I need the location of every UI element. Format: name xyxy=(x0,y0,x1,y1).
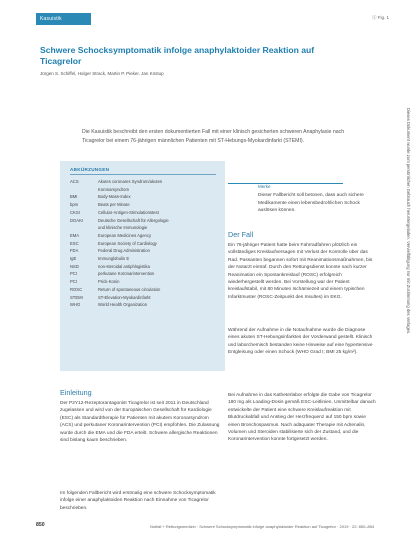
abbreviation-key: FDA xyxy=(70,248,79,254)
article-authors: Jürgen S. Schiffel, Holger Strack, Martin P. Pieker, Jan Köstup xyxy=(40,71,164,76)
abbreviation-key: ROSC xyxy=(70,286,83,292)
journal-footer: Notfall + Rettungsmedizin · Schwere Schocksymptomatik infolge anaphylaktoider Reaktion auf Ticagrelor · 2019 · 22: 850–854 xyxy=(150,524,375,529)
abbreviation-key xyxy=(70,224,98,232)
abbreviation-value: Return of spontaneous circulation xyxy=(98,286,161,292)
abbreviations-heading: ABKÜRZUNGEN xyxy=(70,167,110,172)
merke-divider xyxy=(228,183,343,184)
abbreviation-key: DGAKI xyxy=(70,217,84,223)
merke-label: Merke xyxy=(258,184,271,189)
intro-heading: Einleitung xyxy=(60,388,92,397)
abbreviation-value: Immunglobulin E xyxy=(98,256,130,262)
abbreviation-row xyxy=(70,247,220,255)
abbreviation-row xyxy=(70,201,220,209)
abbreviation-value: Body-Mass-Index xyxy=(98,194,131,200)
abbreviation-value: Beats per Minute xyxy=(98,202,130,208)
abbreviation-row xyxy=(70,301,220,309)
abbreviation-key: STEMI xyxy=(70,294,83,300)
abbreviation-row xyxy=(70,240,220,248)
abbreviation-key: PCI xyxy=(70,271,77,277)
abbreviation-value: Prick-Konin xyxy=(98,279,120,285)
abbreviation-value: Akutes coronares Syndrom/akutes xyxy=(98,179,163,184)
abbreviation-row xyxy=(70,217,220,225)
merke-text: Dieser Fallbericht soll betonen, dass auch sichere Medikamente einen lebensbedrohlichen Schock auslösen können. xyxy=(258,193,364,213)
abbreviation-value: Federal Drug Administration xyxy=(98,248,150,254)
intro-paragraph: Der P2Y12-Rezeptorantagonist Ticagrelor ist seit 2011 in Deutschland zugelassen und wird von der Europäischen Gesellschaft für Kardiologie (ESC) als Standardtherapie für Patienten mit akutem Koronarsyndrom (ACS) und perkutaner Koronarintervention (PCI) empfohlen. Die Zulassung wurde durch die EMA und die FDA erteilt. Schwere allergische Reaktionen sind bislang kaum beschrieben. xyxy=(60,401,220,444)
case-paragraph: Während der Aufnahme in die Notaufnahme wurde die Diagnose eines akuten ST-Hebungsinfarktes der Vorderwand gestellt. Klinisch und laborchemisch bestanden keine Hinweise auf eine hypertensive Entgleisung oder einen Schock (WHO Grad I; BMI 25 kg/m²). xyxy=(228,328,373,356)
abbreviation-row xyxy=(70,209,220,217)
abbreviation-value: Deutsche Gesellschaft für Allergologie xyxy=(98,217,169,223)
abbreviation-value: European Medicines Agency xyxy=(98,232,152,238)
abbreviation-key: EMA xyxy=(70,232,80,238)
abbreviation-key: PCI xyxy=(70,279,77,285)
abbreviation-row xyxy=(70,263,220,271)
section-tab: Kasuistik xyxy=(36,13,91,25)
side-copyright-note: Dieses Dokument wurde zum persönlichen Gebrauch heruntergeladen. Vervielfältigung nur mit Zustimmung des Verlages. xyxy=(406,108,411,335)
abbreviation-value: Cellular-Antigen-Stimulationstest xyxy=(98,209,159,215)
abbreviation-key: IgE xyxy=(70,256,77,262)
abbreviation-row xyxy=(70,186,220,194)
article-title: Schwere Schocksymptomatik infolge anaphylaktoider Reaktion auf Ticagrelor xyxy=(40,45,315,66)
abbreviation-row xyxy=(70,178,220,186)
abbreviation-key xyxy=(70,186,98,194)
abbreviation-key: CKSI xyxy=(70,209,80,215)
abbreviation-value: non-steroidal antiphlogistika xyxy=(98,263,150,269)
abbreviation-key: BMI xyxy=(70,194,78,200)
abbreviation-key: ACS xyxy=(70,179,79,184)
abbreviation-key: WHO xyxy=(70,302,81,308)
abbreviation-row xyxy=(70,193,220,201)
abbreviations-list xyxy=(70,178,220,309)
abbreviation-row xyxy=(70,224,220,232)
abbreviation-row xyxy=(70,232,220,240)
abbreviation-value: perkutane Koronarintervention xyxy=(98,271,155,277)
abbreviations-divider xyxy=(70,174,216,175)
title-block xyxy=(40,45,340,76)
abbreviation-value: European Society of Cardiology xyxy=(98,240,157,246)
abbreviation-row xyxy=(70,286,220,294)
abbreviation-row xyxy=(70,255,220,263)
article-abstract: Die Kasuistik beschreibt den ersten dokumentierten Fall mit einer klinisch gesicherten schweren Anaphylaxie nach Ticagrelor bei einem 76-jährigen männlichen Patienten mit ST-Hebungs-Myokardinfarkt (STEMI). xyxy=(82,129,345,145)
case-paragraph: Bei Aufnahme in das Katheterlabor erfolgte die Gabe von Ticagrelor 180 mg als Loading-Dosis gemäß ESC-Leitlinien. Unmittelbar danach entwickelte der Patient eine schwere Kreislaufreaktion mit Blutdruckabfall und Anstieg der Herzfrequenz auf 150 bpm sowie einen Bronchospasmus. Nach adäquater Therapie mit Adrenalin, Volumen und Steroiden stabilisierte sich der Zustand, und die Koronarintervention konnte fortgesetzt werden. xyxy=(228,393,376,443)
abbreviation-value: World Health Organization xyxy=(98,302,148,308)
abbreviation-key: ESC xyxy=(70,240,79,246)
case-heading: Der Fall xyxy=(228,230,254,239)
abbreviation-row xyxy=(70,294,220,302)
abbreviation-row xyxy=(70,278,220,286)
page-number: 850 xyxy=(36,522,45,528)
abbreviation-row xyxy=(70,270,220,278)
abbreviation-key: NSD xyxy=(70,263,79,269)
case-paragraph: Ein 76-jähriger Patient hatte beim Fahrradfahren plötzlich ein vollständiges Kreislaufversagen mit Verlust der Kontrolle über das Rad. Passanten begannen sofort mit Reanimationsmaßnahmen, bis der Notarzt eintraf. Durch den Rettungsdienst konnte nach kurzer Reanimation ein Spontankreislauf (ROSC) erfolgreich wiederhergestellt werden. Bei Vorstellung war der Patient kreislaufstabil, mit 80 Minuten Ischämiezeit und einem typischen Infarktmuster (ROSC-Zeitpunkt des Insultes) im EKG. xyxy=(228,243,373,300)
abbreviation-value: ST-Elevation-Myokardinfarkt xyxy=(98,294,151,300)
abbreviation-key: bpm xyxy=(70,202,79,208)
abbreviation-value: Koronarsyndrom xyxy=(98,186,129,192)
abbreviation-value: und klinische Immunologie xyxy=(98,225,148,231)
intro-paragraph: Im folgenden Fallbericht wird erstmalig eine schwere Schocksymptomatik infolge einer anaphylaktoiden Reaktion nach Einnahme von Ticagrelor beschrieben. xyxy=(60,491,216,511)
page-reference: ⓐ Fig. 1 xyxy=(372,15,390,20)
